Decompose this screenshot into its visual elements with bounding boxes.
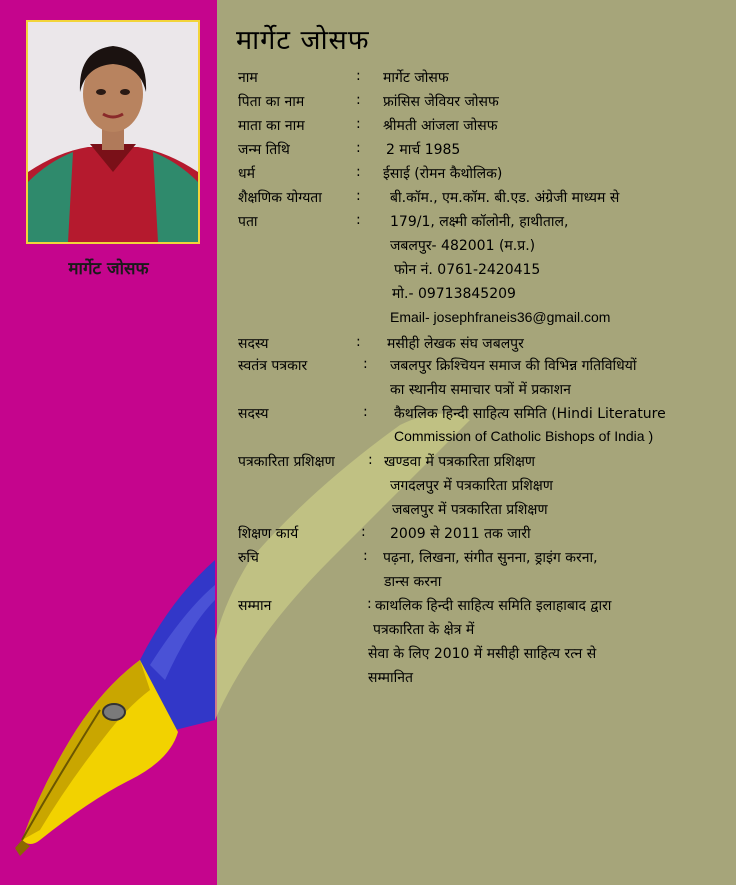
detail-row (0, 620, 736, 642)
detail-row (0, 524, 736, 546)
detail-separator: : (367, 596, 372, 612)
detail-row (0, 116, 736, 138)
detail-value: मसीही लेखक संघ जबलपुर (387, 336, 524, 352)
detail-row (0, 500, 736, 522)
detail-value: जबलपुर क्रिश्चियन समाज की विभिन्न गतिविधियों (390, 358, 637, 374)
detail-label: रुचि (238, 550, 259, 566)
detail-separator: : (368, 452, 373, 468)
detail-row (0, 140, 736, 162)
detail-row (0, 596, 736, 618)
detail-label: सदस्य (238, 336, 269, 352)
detail-label: शिक्षण कार्य (238, 526, 299, 542)
detail-separator: : (356, 68, 361, 84)
detail-separator: : (356, 212, 361, 228)
detail-label: पत्रकारिता प्रशिक्षण (238, 454, 335, 470)
detail-value: का स्थानीय समाचार पत्रों में प्रकाशन (390, 382, 571, 398)
detail-value: बी.कॉम., एम.कॉम. बी.एड. अंग्रेजी माध्यम से (390, 190, 620, 206)
detail-row (0, 404, 736, 426)
detail-label: नाम (238, 70, 258, 86)
detail-value: जबलपुर में पत्रकारिता प्रशिक्षण (392, 502, 548, 518)
detail-row (0, 572, 736, 594)
detail-row (0, 668, 736, 690)
detail-row (0, 309, 736, 331)
detail-label: स्वतंत्र पत्रकार (238, 358, 308, 374)
detail-separator: : (356, 116, 361, 132)
detail-row (0, 380, 736, 402)
detail-label: पता (238, 214, 258, 230)
detail-row (0, 92, 736, 114)
detail-row (0, 356, 736, 378)
detail-value: Commission of Catholic Bishops of India ) (394, 428, 654, 444)
detail-row (0, 476, 736, 498)
detail-row (0, 236, 736, 258)
detail-value: खण्डवा में पत्रकारिता प्रशिक्षण (384, 454, 536, 470)
detail-value: काथलिक हिन्दी साहित्य समिति इलाहाबाद द्वारा (375, 598, 612, 614)
detail-row (0, 164, 736, 186)
page-title: मार्गेट जोसफ (236, 25, 370, 56)
detail-value: 2 मार्च 1985 (386, 142, 461, 158)
detail-separator: : (356, 92, 361, 108)
detail-value: मो.- 09713845209 (392, 286, 516, 302)
detail-row (0, 428, 736, 450)
detail-separator: : (361, 524, 366, 540)
detail-separator: : (363, 404, 368, 420)
detail-value: Email- josephfraneis36@gmail.com (390, 309, 611, 325)
detail-value: ईसाई (रोमन कैथोलिक) (383, 166, 503, 182)
detail-value: पत्रकारिता के क्षेत्र में (373, 622, 475, 638)
detail-value: फ्रांसिस जेवियर जोसफ (383, 94, 499, 110)
detail-value: डान्स करना (384, 574, 442, 590)
detail-separator: : (356, 334, 361, 350)
detail-row (0, 334, 736, 356)
detail-label: शैक्षणिक योग्यता (238, 190, 322, 206)
detail-separator: : (363, 548, 368, 564)
detail-label: माता का नाम (238, 118, 305, 134)
detail-row (0, 260, 736, 282)
detail-separator: : (356, 140, 361, 156)
detail-label: जन्म तिथि (238, 142, 290, 158)
detail-row (0, 188, 736, 210)
detail-value: सेवा के लिए 2010 में मसीही साहित्य रत्न से (368, 646, 597, 662)
detail-value: फोन नं. 0761-2420415 (394, 262, 541, 278)
detail-row (0, 68, 736, 90)
detail-label: धर्म (238, 166, 255, 182)
detail-value: मार्गेट जोसफ (383, 70, 449, 86)
detail-row (0, 548, 736, 570)
detail-label: सदस्य (238, 406, 269, 422)
detail-separator: : (356, 164, 361, 180)
detail-value: जबलपुर- 482001 (म.प्र.) (390, 238, 536, 254)
detail-value: श्रीमती आंजला जोसफ (383, 118, 498, 134)
detail-separator: : (363, 356, 368, 372)
detail-value: कैथलिक हिन्दी साहित्य समिति (Hindi Literature (394, 406, 666, 422)
detail-label: पिता का नाम (238, 94, 305, 110)
detail-row (0, 284, 736, 306)
detail-row (0, 644, 736, 666)
detail-value: 2009 से 2011 तक जारी (390, 526, 531, 542)
detail-row (0, 212, 736, 234)
sidebar-name: मार्गेट जोसफ (68, 259, 149, 279)
detail-value: 179/1, लक्ष्मी कॉलोनी, हाथीताल, (390, 214, 569, 230)
detail-value: पढ़ना, लिखना, संगीत सुनना, ड्राइंग करना, (383, 550, 598, 566)
detail-label: सम्मान (238, 598, 272, 614)
detail-row (0, 452, 736, 474)
detail-value: सम्मानित (368, 670, 414, 686)
detail-value: जगदलपुर में पत्रकारिता प्रशिक्षण (390, 478, 553, 494)
detail-separator: : (356, 188, 361, 204)
